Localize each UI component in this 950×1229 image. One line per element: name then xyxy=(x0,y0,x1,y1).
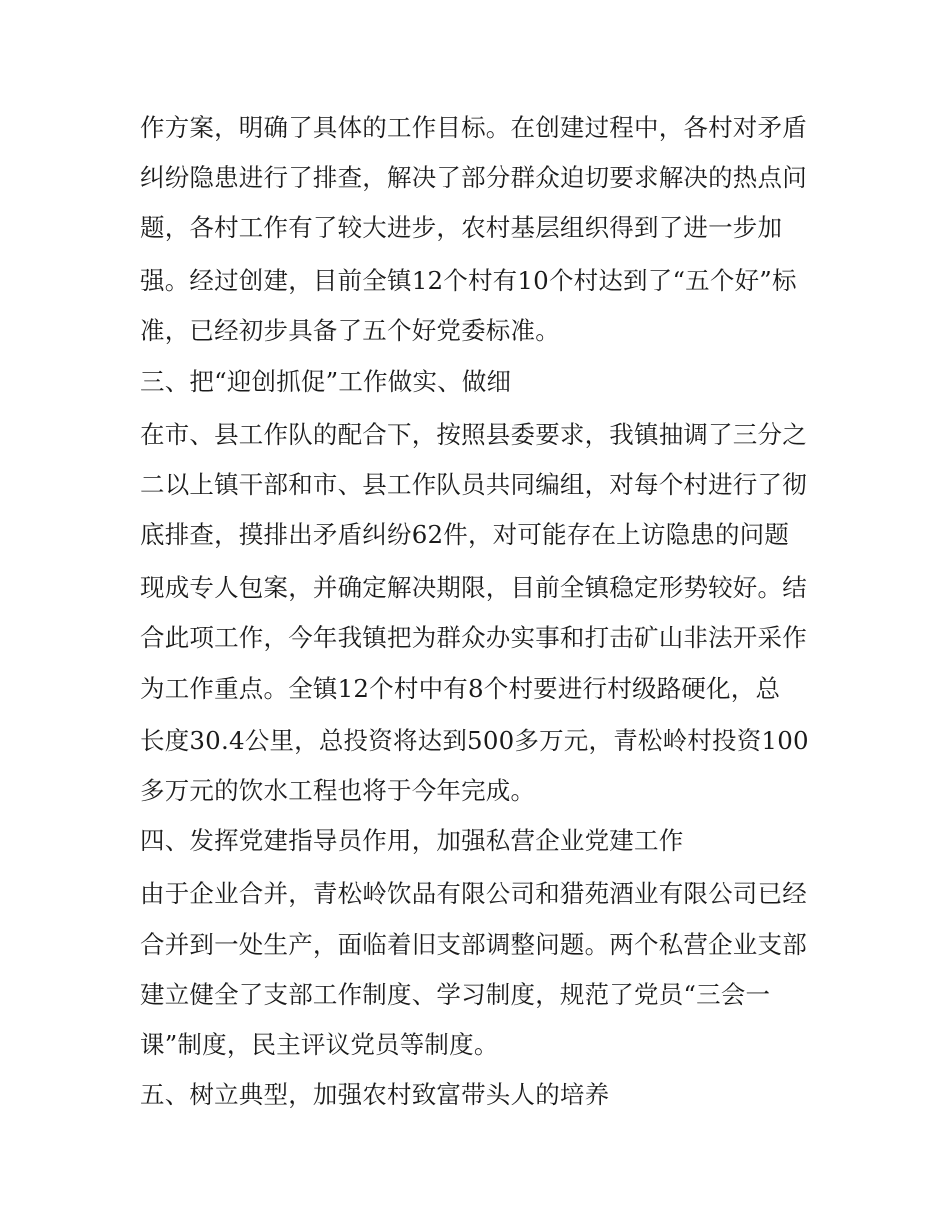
body-text-line: 底排查，摸排出矛盾纠纷62件，对可能存在上访隐患的问题 xyxy=(140,520,790,549)
body-text-line: 二以上镇干部和市、县工作队员共同编组，对每个村进行了彻 xyxy=(140,470,807,499)
body-text-line: 课”制度，民主评议党员等制度。 xyxy=(140,1030,499,1059)
body-text-line: 长度30.4公里，总投资将达到500多万元，青松岭村投资100 xyxy=(140,726,809,755)
section-heading: 三、把“迎创抓促”工作做实、做细 xyxy=(140,367,512,396)
section-heading: 五、树立典型，加强农村致富带头人的培养 xyxy=(140,1080,610,1109)
body-text-line: 强。经过创建，目前全镇12个村有10个村达到了“五个好”标 xyxy=(140,266,797,295)
body-text-line: 合此项工作，今年我镇把为群众办实事和打击矿山非法开采作 xyxy=(140,623,807,652)
body-text-line: 由于企业合并，青松岭饮品有限公司和猎苑酒业有限公司已经 xyxy=(140,879,807,908)
body-text-line: 多万元的饮水工程也将于今年完成。 xyxy=(140,776,536,805)
body-text-line: 题，各村工作有了较大进步，农村基层组织得到了进一步加 xyxy=(140,213,783,242)
body-text-line: 合并到一处生产，面临着旧支部调整问题。两个私营企业支部 xyxy=(140,930,807,959)
body-text-line: 建立健全了支部工作制度、学习制度，规范了党员“三会一 xyxy=(140,980,771,1009)
body-text-line: 纠纷隐患进行了排查，解决了部分群众迫切要求解决的热点问 xyxy=(140,163,807,192)
body-text-line: 为工作重点。全镇12个村中有8个村要进行村级路硬化，总 xyxy=(140,674,781,703)
body-text-line: 在市、县工作队的配合下，按照县委要求，我镇抽调了三分之 xyxy=(140,420,807,449)
body-text-line: 作方案，明确了具体的工作目标。在创建过程中，各村对矛盾 xyxy=(140,113,807,142)
body-text-line: 现成专人包案，并确定解决期限，目前全镇稳定形势较好。结 xyxy=(140,573,807,602)
section-heading: 四、发挥党建指导员作用，加强私营企业党建工作 xyxy=(140,826,684,855)
body-text-line: 准，已经初步具备了五个好党委标准。 xyxy=(140,316,560,345)
